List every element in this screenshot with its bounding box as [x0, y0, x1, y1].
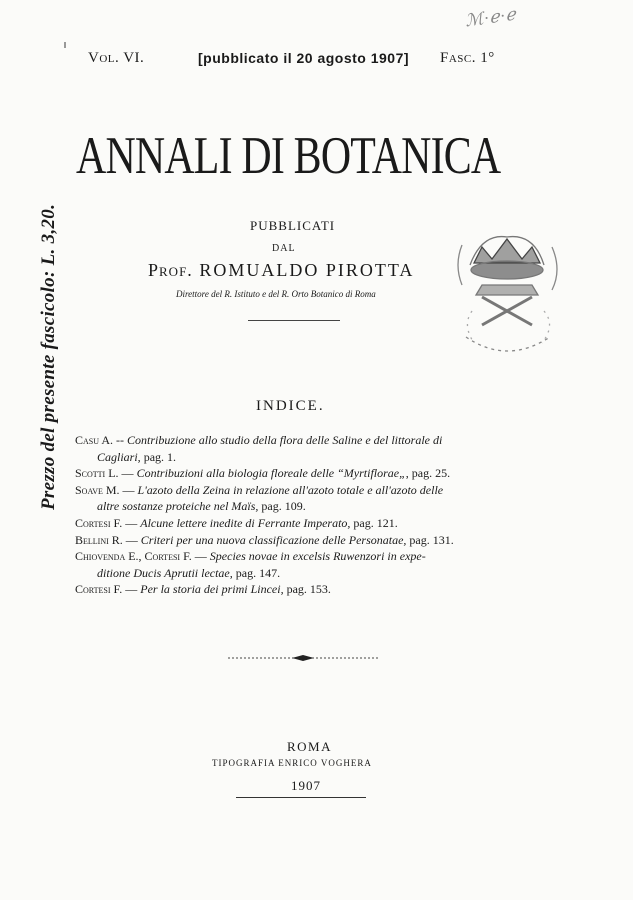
- entry-title: Per la storia dei primi Lincei,: [140, 582, 284, 597]
- imprint-printer: TIPOGRAFIA ENRICO VOGHERA: [212, 758, 372, 768]
- entry-title: Alcune lettere inedite di Ferrante Imperato,: [140, 515, 351, 530]
- journal-title: ANNALI DI BOTANICA: [76, 127, 501, 185]
- index-entry: [75, 515, 505, 532]
- index-entry: [75, 548, 505, 581]
- imprint-city: ROMA: [287, 739, 333, 754]
- prof-prefix: Prof.: [148, 260, 193, 280]
- index-list: [75, 432, 505, 598]
- entry-author: Cortesi F. —: [75, 582, 138, 597]
- entry-page: pag. 131.: [409, 532, 454, 547]
- entry-page: pag. 109.: [261, 499, 306, 514]
- ink-speck: [64, 42, 66, 48]
- bottom-rule: [236, 797, 366, 798]
- publication-date: [pubblicato il 20 agosto 1907]: [198, 50, 410, 66]
- entry-title-cont: Cagliari,: [97, 449, 141, 464]
- index-entry: [75, 432, 505, 465]
- entry-author: Cortesi F. —: [75, 515, 138, 530]
- index-entry: [75, 482, 505, 515]
- entry-page: pag. 153.: [286, 582, 331, 597]
- handwritten-mark: ℳ·ℯ·ℯ: [463, 4, 518, 31]
- index-entry: [75, 581, 505, 598]
- entry-title: L'azoto della Zeina in relazione all'azoto totale e all'azoto delle: [137, 482, 444, 497]
- entry-author: Soave M. —: [75, 482, 135, 497]
- entry-author: Bellini R. —: [75, 532, 138, 547]
- index-heading: INDICE.: [256, 398, 325, 414]
- fascicle-label: Fasc. 1°: [440, 50, 495, 66]
- entry-title: Contribuzione allo studio della flora delle Saline e del littorale di: [127, 433, 443, 447]
- entry-author: Chiovenda E., Cortesi F. —: [75, 549, 207, 564]
- entry-page: pag. 147.: [235, 565, 281, 580]
- entry-author: Casu A. --: [75, 433, 125, 447]
- volume-label: Vol. VI.: [88, 50, 145, 66]
- entry-author: Scotti L. —: [75, 466, 134, 481]
- editor-name: [148, 260, 414, 281]
- entry-title: Criteri per una nuova classificazione delle Personatae,: [140, 532, 407, 547]
- entry-title-cont: altre sostanze proteiche nel Maïs,: [97, 499, 259, 514]
- entry-page: pag. 1.: [143, 449, 177, 464]
- library-stamp-seal: [452, 225, 562, 375]
- entry-title: Contribuzioni alla biologia floreale delle “Myrtiflorae„: [136, 466, 406, 481]
- imprint-year: 1907: [291, 778, 321, 793]
- dal-label: DAL: [272, 243, 296, 254]
- pubblicati-label: PUBBLICATI: [250, 218, 336, 233]
- entry-page: pag. 121.: [353, 515, 398, 530]
- editor-role: Direttore del R. Istituto e del R. Orto Botanico di Roma: [176, 289, 376, 299]
- entry-page: pag. 25.: [411, 466, 451, 481]
- entry-title-cont: ditione Ducis Aprutii lectae,: [97, 565, 233, 580]
- divider-rule: [248, 320, 340, 321]
- index-entry: Scotti L. — Contribuzioni alla biologia floreale delle “Myrtiflorae„, pag. 25.: [75, 466, 451, 481]
- price-note: Prezzo del presente fascicolo: L. 3,20.: [38, 203, 59, 510]
- ornament-divider: [228, 655, 378, 661]
- index-entry: [75, 532, 505, 549]
- entry-title: Species novae in excelsis Ruwenzori in expe-: [209, 549, 426, 564]
- editor-name-text: ROMUALDO PIROTTA: [199, 260, 415, 280]
